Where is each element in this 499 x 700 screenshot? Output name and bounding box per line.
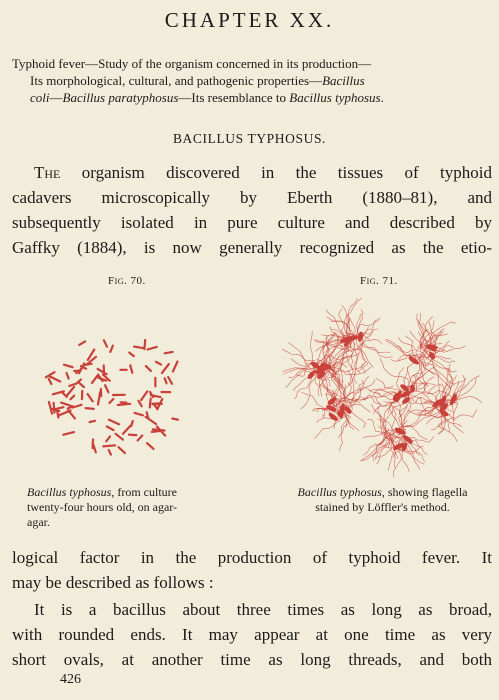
bacillus-rod: [90, 421, 95, 422]
summary-italic: Bacillus paratyphosus: [62, 90, 179, 105]
paragraph-text: organism discovered in the tissues of typhoid: [60, 163, 492, 182]
summary-italic: coli: [30, 90, 50, 105]
summary-line: [12, 72, 490, 89]
caption-text: agar.: [27, 515, 50, 529]
bacillus-rod: [162, 364, 169, 373]
summary-italic: Bacillus typhosus: [289, 90, 381, 105]
bacillus-rod: [119, 447, 125, 453]
bacillus-rod: [56, 407, 64, 409]
summary-line: [12, 89, 490, 106]
bacillus-rod: [118, 404, 130, 405]
bacillus-rod: [109, 420, 119, 424]
bacillus-rod: [93, 440, 94, 449]
bacillus-rod: [129, 353, 134, 357]
bacillus-rod: [106, 436, 110, 441]
bacillus-rod: [172, 419, 178, 420]
chapter-title: CHAPTER XX.: [164, 8, 335, 32]
bacillus-rod: [168, 377, 172, 384]
bacillus-rod: [67, 373, 69, 379]
drop-word: The: [34, 163, 61, 182]
bacillus-rod: [104, 340, 107, 346]
figure-70-caption: [27, 485, 232, 530]
bacillus-rod: [71, 396, 75, 400]
bacillus-rod: [138, 436, 143, 441]
bacillus-rod: [150, 399, 151, 408]
bacillus-rod: [135, 413, 143, 415]
caption-text: , from culture: [111, 485, 177, 499]
paragraph-1: [12, 160, 492, 260]
caption-species: Bacillus typhosus: [297, 485, 382, 499]
bacillus-rod: [86, 408, 94, 409]
bacillus-rod: [110, 346, 113, 352]
figure-70-illustration: [40, 322, 195, 462]
bacillus-rod: [109, 450, 111, 455]
bacillus-rod: [79, 341, 85, 345]
paragraph-line: cadavers microscopically by Eberth (1880–81), and: [12, 188, 492, 207]
summary-text: —Its resemblance to: [178, 90, 290, 105]
bacillus-rod: [139, 401, 142, 406]
bacillus-rod: [165, 352, 173, 353]
bacillus-rod: [84, 364, 91, 365]
bacillus-rod: [147, 412, 149, 418]
bacillus-rod: [123, 426, 130, 434]
bacillus-rod: [148, 347, 157, 350]
bacillus-rod: [134, 347, 143, 349]
bacillus-rod: [129, 435, 137, 436]
flagellum-thread: [449, 410, 478, 421]
caption-text: twenty-four hours old, on agar-: [27, 500, 178, 514]
bacillus-rod: [131, 421, 133, 426]
summary-text: .: [380, 90, 384, 105]
paragraph-line: [12, 160, 492, 185]
bacillus-rod: [73, 405, 82, 408]
bacillus-rod: [67, 387, 75, 396]
summary-line: Typhoid fever—Study of the organism concerned in its production—: [12, 56, 372, 71]
flagellum-thread: [357, 348, 366, 374]
paragraph-line: with rounded ends. It may appear at one time as very: [12, 625, 492, 644]
bacillus-rod: [61, 403, 73, 407]
bacillus-rod: [92, 375, 98, 383]
paragraph-line: subsequently isolated in pure culture and described by: [12, 213, 492, 232]
figure-70-label: Fig. 70.: [108, 275, 146, 287]
flagellum-thread: [362, 342, 393, 357]
bacillus-rod: [54, 403, 55, 413]
bacillus-rod: [98, 392, 100, 405]
bacillus-rod: [141, 391, 147, 400]
bacillus-rod: [99, 376, 102, 381]
flagellum-thread: [282, 349, 315, 361]
bacillus-rod: [116, 434, 123, 440]
bacillus-rod: [49, 379, 52, 384]
bacillus-rod: [146, 366, 151, 371]
flagellum-thread: [452, 403, 464, 433]
bacillus-rod: [144, 340, 145, 349]
bacillus-rod: [88, 394, 93, 401]
paragraph-line: may be described as follows :: [12, 573, 214, 592]
paragraph-line: short ovals, at another time as long threads, and both: [12, 650, 492, 669]
bacillus-rod: [152, 431, 162, 432]
paragraph-line: logical factor in the production of typhoid fever. It: [12, 548, 492, 567]
flagellum-thread: [321, 378, 336, 399]
figure-71-label: Fig. 71.: [360, 275, 398, 287]
bacillus-rod: [78, 382, 84, 387]
caption-text: , showing flagella: [381, 485, 468, 499]
bacillus-rod: [130, 365, 132, 373]
bacillus-rod: [110, 399, 114, 403]
summary-italic: Bacillus: [322, 73, 365, 88]
bacillus-rod: [173, 362, 178, 372]
paragraph-line: It is a bacillus about three times as long as broad,: [34, 600, 492, 619]
paragraph-2: [12, 545, 492, 595]
bacillus-rod: [147, 443, 153, 449]
bacillus-rod: [103, 445, 115, 446]
bacillus-rod: [156, 362, 161, 365]
figure-71-illustration: [282, 298, 482, 478]
bacillus-rod: [165, 378, 167, 383]
figure-71-caption: [270, 485, 495, 515]
bacillus-rod: [150, 392, 153, 397]
paragraph-line: Gaffky (1884), is now generally recognized as the etio-: [12, 238, 492, 257]
caption-text: stained by Löffler's method.: [315, 500, 450, 514]
bacillus-rod: [50, 376, 61, 381]
summary-text: —: [49, 90, 63, 105]
bacillus-rod: [69, 384, 75, 386]
paragraph-3: [12, 597, 492, 672]
bacillus-rod: [153, 403, 161, 404]
section-heading: BACILLUS TYPHOSUS.: [172, 131, 327, 146]
chapter-summary: [12, 55, 490, 106]
bacillus-rod: [63, 432, 74, 435]
bacillus-rod: [64, 365, 73, 368]
bacillus-rod: [59, 411, 71, 416]
page-number: 426: [60, 672, 81, 687]
caption-species: Bacillus typhosus: [27, 485, 112, 499]
flagellum-thread: [386, 339, 414, 352]
flagellum-thread: [319, 384, 342, 400]
bacillus-rod: [107, 427, 114, 431]
summary-text: Its morphological, cultural, and pathogenic properties—: [30, 73, 323, 88]
bacillus-rod: [105, 385, 108, 392]
bacillus-rod: [98, 369, 107, 374]
